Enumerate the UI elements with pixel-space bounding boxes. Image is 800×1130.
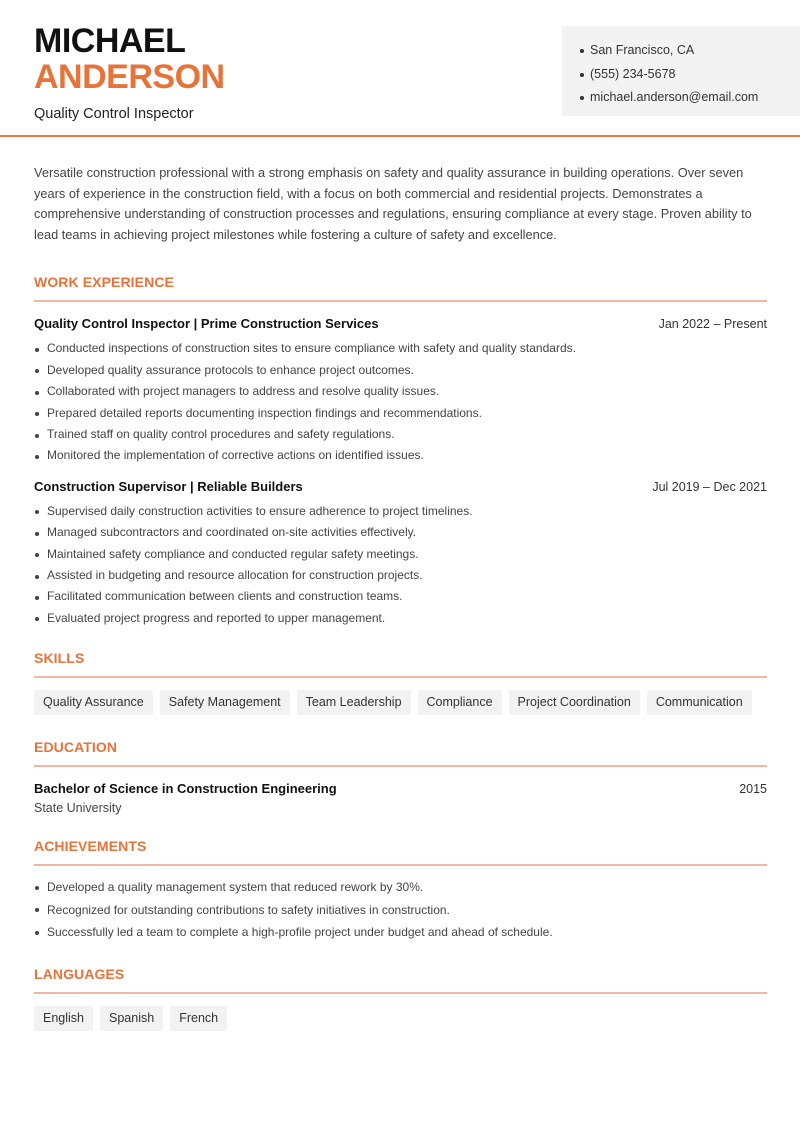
section-divider	[34, 992, 767, 994]
job-bullets	[34, 338, 767, 466]
section-divider	[34, 864, 767, 866]
skill-tag: Quality Assurance	[34, 690, 153, 715]
job-bullet: Maintained safety compliance and conducted regular safety meetings.	[34, 544, 767, 565]
skill-tag: Communication	[647, 690, 752, 715]
achievement-item: Developed a quality management system that reduced rework by 30%.	[34, 876, 767, 899]
education-entry	[34, 781, 767, 815]
job-bullet: Evaluated project progress and reported to upper management.	[34, 608, 767, 629]
education-school: State University	[34, 801, 122, 816]
resume-body	[34, 163, 767, 1031]
job-bullet: Supervised daily construction activities to ensure adherence to project timelines.	[34, 501, 767, 522]
job-entry	[34, 479, 767, 629]
resume-header	[0, 0, 800, 137]
skills-tags	[34, 690, 767, 715]
achievement-item: Successfully led a team to complete a high-profile project under budget and ahead of schedule.	[34, 921, 767, 944]
job-bullet: Prepared detailed reports documenting inspection findings and recommendations.	[34, 403, 767, 424]
name-block	[34, 24, 225, 122]
section-title-education: EDUCATION	[34, 739, 118, 756]
section-divider	[34, 676, 767, 678]
job-dates: Jul 2019 – Dec 2021	[652, 479, 767, 494]
job-bullet: Developed quality assurance protocols to enhance project outcomes.	[34, 360, 767, 381]
job-bullet: Collaborated with project managers to address and resolve quality issues.	[34, 381, 767, 402]
achievements-section	[34, 838, 767, 944]
section-divider	[34, 300, 767, 302]
language-tag: French	[170, 1006, 227, 1031]
job-dates: Jan 2022 – Present	[658, 317, 767, 332]
achievement-item: Recognized for outstanding contributions to safety initiatives in construction.	[34, 899, 767, 922]
section-title-languages: LANGUAGES	[34, 965, 125, 982]
languages-section	[34, 966, 767, 1031]
education-degree: Bachelor of Science in Construction Engineering	[34, 781, 337, 797]
skill-tag: Safety Management	[160, 690, 290, 715]
language-tags	[34, 1006, 767, 1031]
language-tag: Spanish	[100, 1006, 163, 1031]
contact-box	[562, 26, 800, 116]
skill-tag: Compliance	[418, 690, 502, 715]
contact-email[interactable]: michael.anderson@email.com	[580, 86, 800, 110]
section-title-work-experience: WORK EXPERIENCE	[34, 274, 174, 291]
summary: Versatile construction professional with a strong emphasis on safety and quality assurance in building operations. Over seven years of experience in the construction field, with a focus on both commercial and residential projects. Demonstrates a comprehensive understanding of construction processes and regulations, ensuring compliance at every stage. Proven ability to lead teams in achieving project milestones while fostering a culture of safety and excellence.	[34, 165, 752, 242]
job-heading: Construction Supervisor | Reliable Builders	[34, 478, 303, 494]
job-bullet: Assisted in budgeting and resource allocation for construction projects.	[34, 565, 767, 586]
job-bullet: Facilitated communication between clients and construction teams.	[34, 586, 767, 607]
first-name: MICHAEL	[34, 22, 186, 60]
skill-tag: Project Coordination	[509, 690, 640, 715]
education-year: 2015	[739, 782, 767, 797]
section-title-achievements: ACHIEVEMENTS	[34, 838, 147, 855]
skills-section	[34, 650, 767, 715]
work-experience-section	[34, 274, 767, 629]
job-bullet: Conducted inspections of construction sites to ensure compliance with safety and quality standards.	[34, 338, 767, 359]
section-divider	[34, 765, 767, 767]
job-bullet: Managed subcontractors and coordinated on-site activities effectively.	[34, 522, 767, 543]
job-bullet: Monitored the implementation of corrective actions on identified issues.	[34, 445, 767, 466]
job-heading: Quality Control Inspector | Prime Construction Services	[34, 316, 379, 332]
achievement-bullets	[34, 876, 767, 944]
job-bullets	[34, 501, 767, 629]
contact-location: San Francisco, CA	[580, 39, 800, 63]
last-name: ANDERSON	[34, 58, 225, 96]
language-tag: English	[34, 1006, 93, 1031]
contact-phone: (555) 234-5678	[580, 63, 800, 87]
job-entry	[34, 316, 767, 466]
skill-tag: Team Leadership	[297, 690, 411, 715]
job-bullet: Trained staff on quality control procedures and safety regulations.	[34, 424, 767, 445]
job-title: Quality Control Inspector	[34, 106, 194, 122]
education-section	[34, 739, 767, 815]
section-title-skills: SKILLS	[34, 650, 85, 667]
